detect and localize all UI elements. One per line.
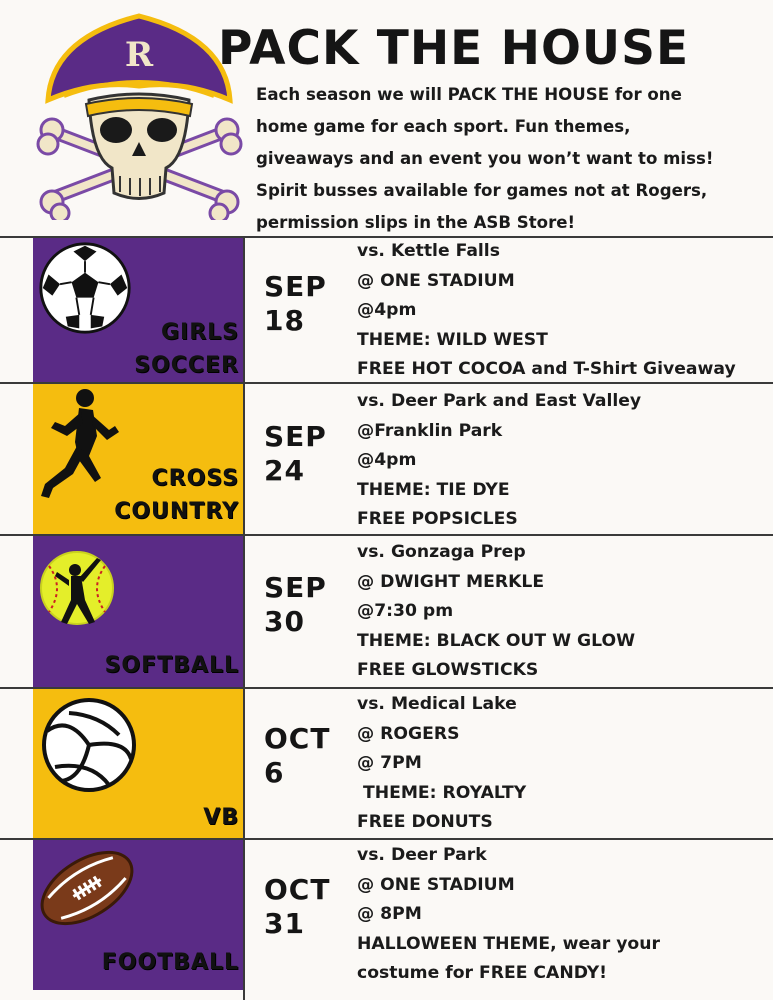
time: @ 8PM bbox=[357, 904, 422, 924]
sport-name-line-1: CROSS bbox=[151, 466, 239, 491]
date-day: 6 bbox=[264, 756, 285, 789]
date-day: 30 bbox=[264, 605, 305, 638]
opponent: vs. Deer Park bbox=[357, 845, 487, 865]
event-details bbox=[357, 841, 773, 989]
giveaway: FREE DONUTS bbox=[357, 812, 493, 832]
event-date bbox=[264, 873, 359, 941]
page-title: PACK THE HOUSE bbox=[218, 21, 690, 76]
runner-icon bbox=[35, 386, 119, 506]
location: @ ONE STADIUM bbox=[357, 874, 515, 895]
date-month: SEP bbox=[264, 270, 327, 303]
event-date bbox=[264, 571, 359, 639]
giveaway: FREE GLOWSTICKS bbox=[357, 660, 539, 680]
giveaway: FREE HOT COCOA and T-Shirt Giveaway bbox=[357, 359, 736, 379]
football-icon bbox=[35, 840, 139, 936]
event-details bbox=[357, 690, 773, 838]
location: @Franklin Park bbox=[357, 420, 503, 441]
time: @4pm bbox=[357, 300, 417, 320]
column-divider bbox=[243, 236, 245, 1000]
date-day: 24 bbox=[264, 454, 305, 487]
sport-name-line-1: GIRLS bbox=[160, 320, 239, 345]
softball-batter-icon bbox=[39, 542, 119, 632]
date-month: SEP bbox=[264, 571, 327, 604]
event-details bbox=[357, 387, 773, 535]
opponent: vs. Deer Park and East Valley bbox=[357, 391, 642, 411]
event-date bbox=[264, 270, 359, 338]
soccer-ball-icon bbox=[37, 240, 133, 336]
sport-panel-football bbox=[33, 840, 243, 990]
sport-name-line-1: SOFTBALL bbox=[104, 653, 239, 678]
giveaway: costume for FREE CANDY! bbox=[357, 963, 608, 983]
giveaway: FREE POPSICLES bbox=[357, 509, 518, 529]
theme: THEME: ROYALTY bbox=[357, 782, 527, 803]
location: @ ONE STADIUM bbox=[357, 270, 515, 291]
date-month: OCT bbox=[264, 722, 331, 755]
opponent: vs. Medical Lake bbox=[357, 694, 517, 714]
theme: THEME: WILD WEST bbox=[357, 329, 548, 350]
theme: THEME: BLACK OUT W GLOW bbox=[357, 630, 636, 651]
time: @7:30 pm bbox=[357, 601, 454, 621]
sport-panel-cross-country bbox=[33, 384, 243, 534]
location: @ ROGERS bbox=[357, 723, 460, 744]
sport-panel-girls-soccer bbox=[33, 238, 243, 382]
date-month: OCT bbox=[264, 873, 331, 906]
event-details bbox=[357, 538, 773, 686]
sport-name-line-2: COUNTRY bbox=[114, 499, 239, 524]
theme: HALLOWEEN THEME, wear your bbox=[357, 933, 660, 954]
volleyball-icon bbox=[39, 695, 139, 795]
pirate-skull-logo bbox=[34, 8, 244, 220]
sport-panel-volleyball bbox=[33, 689, 243, 838]
date-month: SEP bbox=[264, 420, 327, 453]
sport-name-line-1: VB bbox=[203, 805, 239, 830]
time: @4pm bbox=[357, 450, 417, 470]
theme: THEME: TIE DYE bbox=[357, 479, 510, 500]
intro-text: Each season we will PACK THE HOUSE for one home game for each sport. Fun themes, giveaways and an event you won’t want to miss! Spirit busses available for games not at Rogers, permission slips in the ASB Store! bbox=[256, 85, 714, 232]
sport-panel-softball bbox=[33, 536, 243, 687]
time: @ 7PM bbox=[357, 753, 422, 773]
date-day: 18 bbox=[264, 304, 305, 337]
event-date bbox=[264, 722, 359, 790]
sport-name-line-2: SOCCER bbox=[134, 353, 239, 378]
event-details bbox=[357, 237, 773, 385]
logo-letter: R bbox=[124, 35, 154, 75]
location: @ DWIGHT MERKLE bbox=[357, 571, 545, 592]
date-day: 31 bbox=[264, 907, 305, 940]
opponent: vs. Gonzaga Prep bbox=[357, 542, 526, 562]
sport-name-line-1: FOOTBALL bbox=[101, 950, 239, 975]
opponent: vs. Kettle Falls bbox=[357, 241, 500, 261]
event-date bbox=[264, 420, 359, 488]
